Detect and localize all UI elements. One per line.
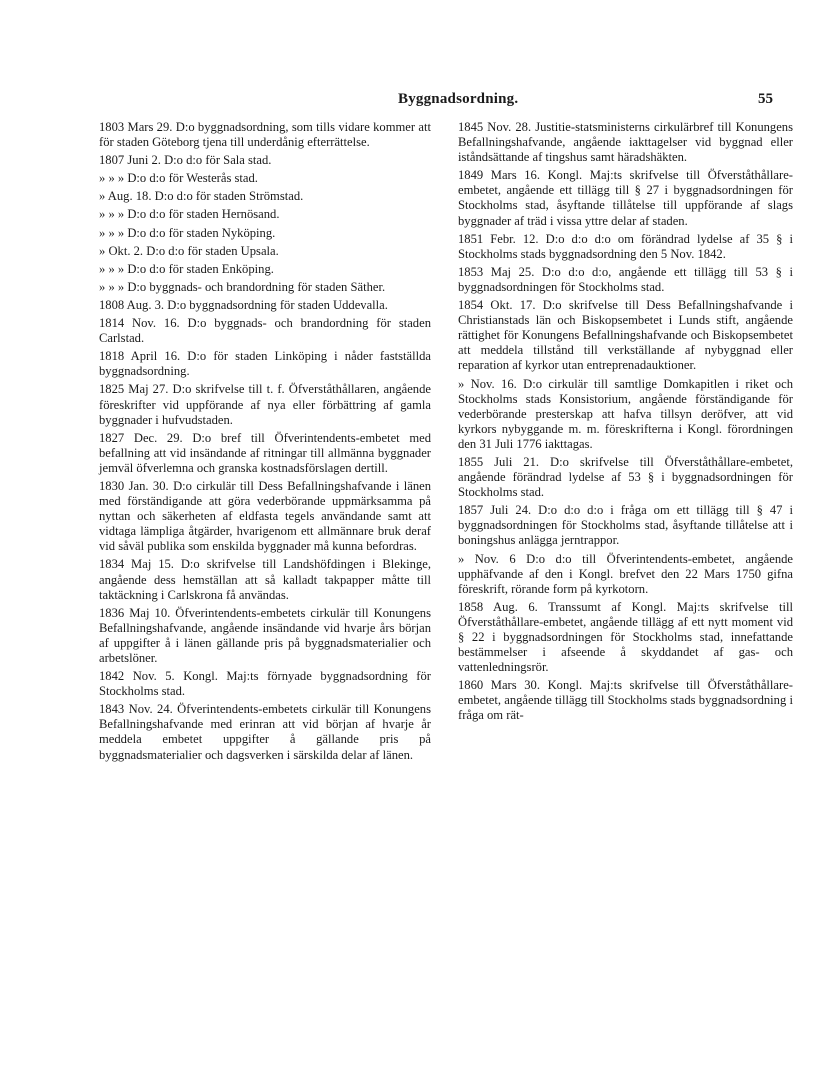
left-column (99, 120, 431, 766)
list-item: » Nov. 6 D:o d:o till Öfverintendents-embetet, angående upphäfvande af den i Kongl. brefvet den 22 Mars 1750 gifna föreskrift, rörande form på kyrkotorn. (458, 551, 793, 596)
list-item: 1836 Maj 10. Öfverintendents-embetets cirkulär till Konungens Befallningshafvande, angående insändande vid hvarje års början af uppgifter å i länen gällande pris på byggnadsmaterialier och arbetslöner. (99, 605, 431, 665)
list-item: 1860 Mars 30. Kongl. Maj:ts skrifvelse till Öfverståthållare-embetet, angående tillägg till Stockholms stads byggnadsordning i fråga om rät- (458, 678, 793, 723)
list-item: 1854 Okt. 17. D:o skrifvelse till Dess Befallningshafvande i Christianstads län och Biskopsembetet i Lunds stift, angående rättighet för Konungens Befallningshafvande och Biskopsembetet att meddela tillstånd till verkställande af nybyggnad eller reparation af kyrkor utan entreprenadauktioner. (458, 298, 793, 373)
list-item: » Okt. 2. D:o d:o för staden Upsala. (99, 243, 279, 258)
list-item: 1853 Maj 25. D:o d:o d:o, angående ett tillägg till 53 § i byggnadsordningen för Stockholms stad. (458, 264, 793, 294)
list-item: » » » D:o d:o för staden Nyköping. (99, 225, 276, 240)
page-number: 55 (758, 91, 773, 107)
list-item: 1803 Mars 29. D:o byggnadsordning, som tills vidare kommer att för staden Göteborg tjena till underdånig efterrättelse. (99, 120, 431, 150)
list-item: 1855 Juli 21. D:o skrifvelse till Öfverståthållare-embetet, angående förändrad lydelse af 53 § i byggnadsordningen för Stockholms stad. (458, 454, 793, 500)
list-item: 1814 Nov. 16. D:o byggnads- och brandordning för staden Carlstad. (99, 316, 431, 346)
list-item: » Nov. 16. D:o cirkulär till samtlige Domkapitlen i riket och Stockholms stads Konsistorium, angående förständigande för vederbörande presterskap att hafva tillsyn deröfver, att vid kyrkors nybyggande m. m. föreskrifterna i Kongl. förordningen den 31 Juli 1776 iakttagas. (458, 376, 793, 451)
right-column (458, 120, 793, 727)
list-item: 1857 Juli 24. D:o d:o d:o i fråga om ett tillägg till § 47 i byggnadsordningen för Stockholms stad, åsyftande tillåtelse att i boningshus anlägga jerntrappor. (458, 503, 793, 548)
list-item: 1830 Jan. 30. D:o cirkulär till Dess Befallningshafvande i länen med förständigande att göra vederbörande uppmärksamma på nyttan och säkerheten af eldfasta tegels användande samt att vidtaga lämpliga åtgärder, hvarigenom ett allmännare bruk deraf vid såväl publika som enskilda byggnader må kunna befordras. (99, 478, 431, 554)
list-item: 1825 Maj 27. D:o skrifvelse till t. f. Öfverståthållaren, angående föreskrifter vid uppförande af nya eller förbättring af gamla byggnader i hufvudstaden. (99, 382, 431, 427)
list-item: 1849 Mars 16. Kongl. Maj:ts skrifvelse till Öfverståthållare-embetet, angående ett tillägg till § 27 i byggnadsordningen för Stockholms stad, åsyftande tillåtelse till uppförande af slags byggnader af träd i vissa yttre delar af staden. (458, 168, 793, 228)
list-item: » » » D:o byggnads- och brandordning för staden Säther. (99, 279, 386, 294)
list-item: » » » D:o d:o för staden Enköping. (99, 261, 274, 276)
list-item: 1807 Juni 2. D:o d:o för Sala stad. (99, 153, 272, 168)
list-item: 1818 April 16. D:o för staden Linköping i nåder fastställda byggnadsordning. (99, 349, 431, 379)
list-item: » » » D:o d:o för staden Hernösand. (99, 207, 280, 222)
list-item: 1845 Nov. 28. Justitie-statsministerns cirkulärbref till Konungens Befallningshafvande, angående iakttagelser vid byggnad eller iståndsättande af tingshus samt häradshäkten. (458, 120, 793, 165)
list-item: » Aug. 18. D:o d:o för staden Strömstad. (99, 189, 304, 204)
list-item: » » » D:o d:o för Westerås stad. (99, 171, 258, 186)
list-item: 1842 Nov. 5. Kongl. Maj:ts förnyade byggnadsordning för Stockholms stad. (99, 669, 431, 699)
list-item: 1858 Aug. 6. Transsumt af Kongl. Maj:ts skrifvelse till Öfverståthållare-embetet, angående tillägg af ett nytt moment vid § 22 i byggnadsordningen för Stockholms stad, innefattande bestämmelser i afseende å skyddandet af gas- och vattenledningsrör. (458, 599, 793, 675)
list-item: 1834 Maj 15. D:o skrifvelse till Landshöfdingen i Blekinge, angående dess hemställan att så kalladt takpapper måtte till taktäckning i Carlskrona få användas. (99, 557, 431, 602)
running-header-title: Byggnadsordning. (398, 91, 519, 107)
list-item: 1843 Nov. 24. Öfverintendents-embetets cirkulär till Konungens Befallningshafvande med erinran att vid början af hvarje år meddela embetet uppgifter å gällande pris på byggnadsmaterialier och dagsverken i särskilda delar af länen. (99, 702, 431, 762)
list-item: 1808 Aug. 3. D:o byggnadsordning för staden Uddevalla. (99, 297, 388, 312)
list-item: 1851 Febr. 12. D:o d:o d:o om förändrad lydelse af 35 § i Stockholms stads byggnadsordning den 5 Nov. 1842. (458, 231, 793, 261)
list-item: 1827 Dec. 29. D:o bref till Öfverintendents-embetet med befallning att vid insändande af ritningar till allmänna byggnader jemväl öfverlemna och granska kostnadsförslagen dertill. (99, 430, 431, 475)
